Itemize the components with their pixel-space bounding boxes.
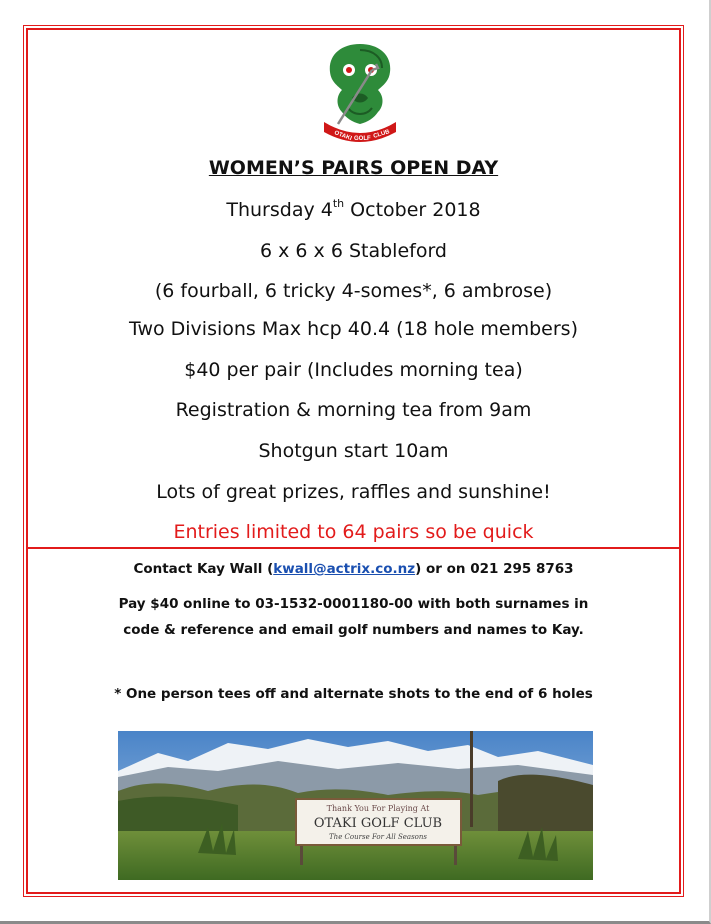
payment-line-1: Pay $40 online to 03-1532-0001180-00 with both surnames in <box>118 596 589 612</box>
event-date-rest: October 2018 <box>344 199 481 221</box>
golf-course-photo <box>118 731 593 880</box>
contact-suffix: ) or on 021 295 8763 <box>415 561 574 577</box>
event-start: Shotgun start 10am <box>258 440 449 462</box>
event-date-day: Thursday 4 <box>226 199 333 221</box>
sign-line-3: The Course For All Seasons <box>329 833 427 841</box>
logo-ring-text-3: CLUB <box>372 129 391 140</box>
contact-prefix: Contact Kay Wall ( <box>133 561 274 577</box>
event-prizes: Lots of great prizes, raffles and sunshine! <box>156 481 551 503</box>
contact-email-link[interactable]: kwall@actrix.co.nz <box>273 561 416 577</box>
tiki-golfer-logo-icon <box>318 40 402 144</box>
page-title: WOMEN’S PAIRS OPEN DAY <box>208 157 499 179</box>
logo-ring-text-1: OTAKI <box>333 130 353 143</box>
sign-line-2: OTAKI GOLF CLUB <box>313 816 443 831</box>
footnote: * One person tees off and alternate shots to the end of 6 holes <box>114 686 593 702</box>
event-divisions: Two Divisions Max hcp 40.4 (18 hole members) <box>128 318 578 340</box>
event-date <box>28 196 679 221</box>
payment-line-2: code & reference and email golf numbers and names to Kay. <box>123 622 584 638</box>
contact-line <box>28 561 679 577</box>
logo-ring-text-2: GOLF <box>354 136 371 142</box>
sign-line-1: Thank You For Playing At <box>326 804 430 813</box>
event-price: $40 per pair (Includes morning tea) <box>184 359 523 381</box>
event-format-detail: (6 fourball, 6 tricky 4-somes*, 6 ambrose) <box>154 280 553 302</box>
event-format: 6 x 6 x 6 Stableford <box>260 240 447 262</box>
event-registration: Registration & morning tea from 9am <box>175 399 532 421</box>
entries-notice: Entries limited to 64 pairs so be quick <box>173 521 534 543</box>
event-date-suffix: th <box>332 196 345 210</box>
red-divider <box>26 547 681 549</box>
